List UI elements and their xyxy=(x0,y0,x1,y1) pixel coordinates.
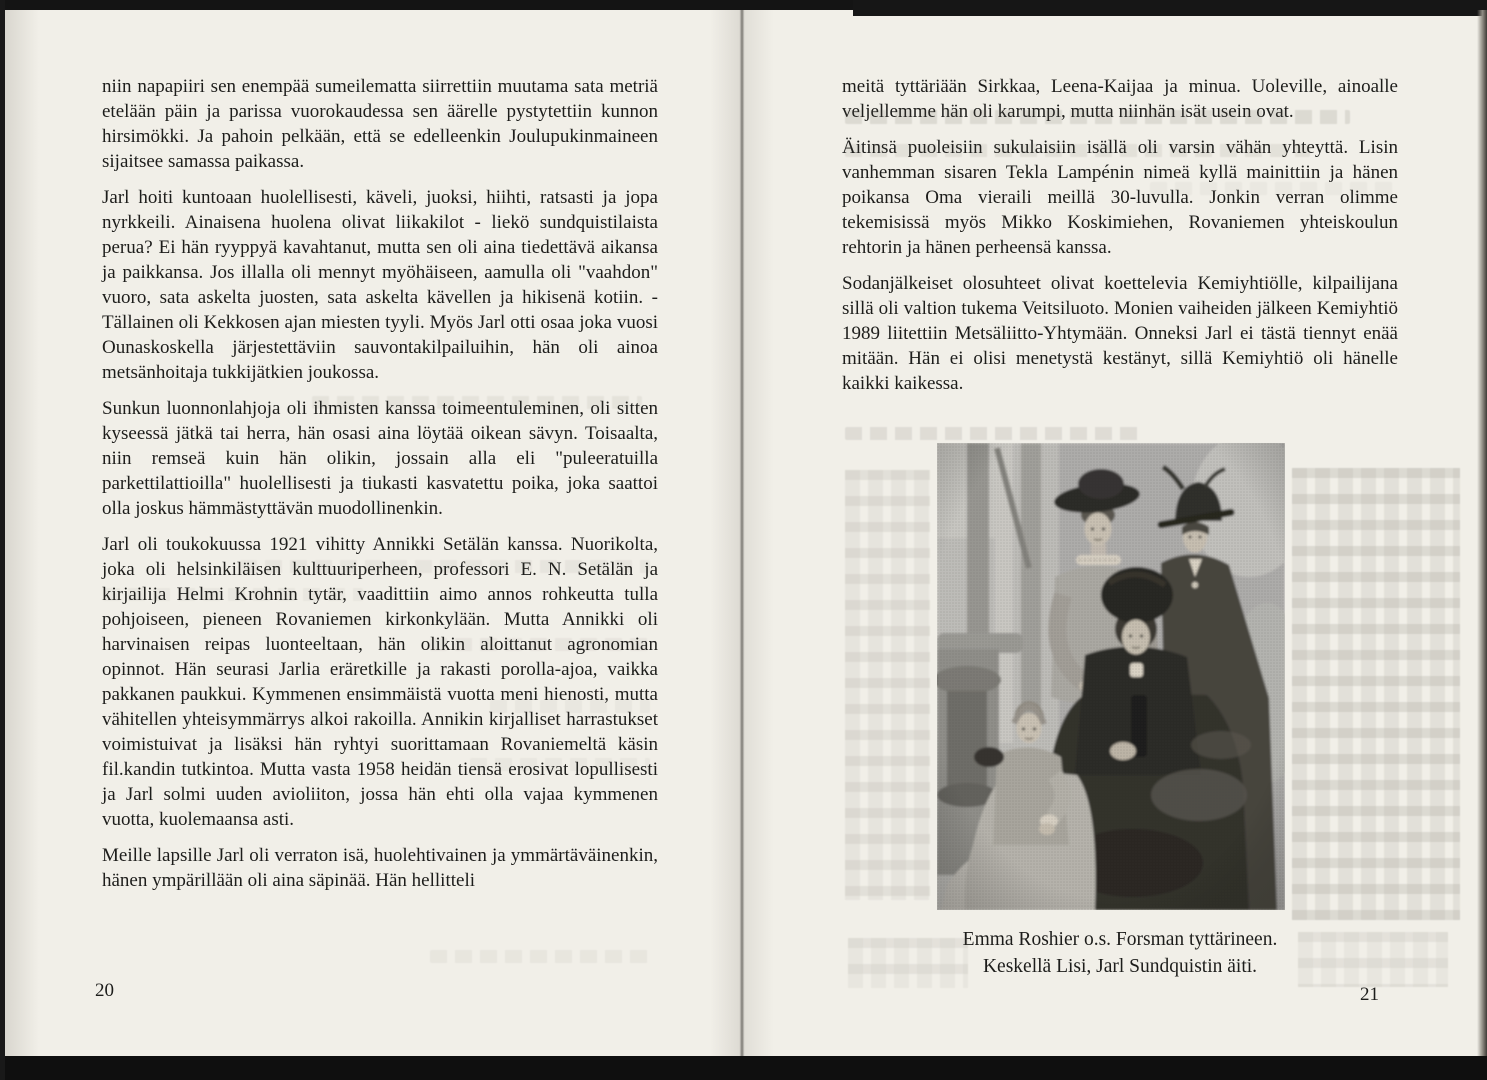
scan-border-bottom xyxy=(0,1056,1487,1080)
paragraph: Sunkun luonnonlahjoja oli ihmisten kanssa toimeentuleminen, oli sitten kyseessä jätkä tai herra, hän osasi aina löytää oikean sävyn. Toisaalta, niin remseä kuin hän olikin, jossain alla eli "puleeratuilla parkettilattioilla" huolellisesti ja tiukasti kasvatettu poika, joka saattoi olla joskus hämmästyttävän muodollinenkin. xyxy=(102,398,658,519)
paragraph: niin napapiiri sen enempää sumeilematta siirrettiin muutama sata metriä etelään päin ja parissa vuorokaudessa sen äärelle pystytettiin kunnon hirsimökki. Ja pahoin pelkään, että se edelleenkin Joulupukinmaineen sijaitsee samassa paikassa. xyxy=(102,76,658,172)
page-number-left: 20 xyxy=(95,980,114,1001)
bleedthrough-smudge xyxy=(845,144,1310,157)
photo-caption-line-2: Keskellä Lisi, Jarl Sundquistin äiti. xyxy=(982,956,1258,977)
paragraph: Jarl hoiti kuntoaan huolellisesti, käveli, juoksi, hiihti, ratsasti ja jopa nyrkkeili. Ainaisena huolena olivat liikakilot - liekö sundquistilaista perua? Ei hän ryyppyä kavahtanut, mutta sen oli aina tiedettävä aikansa ja paikkansa. Jos illalla oli mennyt myöhäiseen, aamulla oli "vaahdon" vuoro, sata askelta juosten, sata askelta kävellen ja hikisenä kotiin. - Tällainen oli Kekkosen ajan miesten tyyli. Myös Jarl otti osaa joka vuosi Ounaskoskella järjestettäviin sauvontakilpailuihin, hän oli ainoa metsänhoitaja tukkijätkien joukossa. xyxy=(102,187,658,383)
left-page-text-column xyxy=(102,74,658,904)
bleedthrough-smudge xyxy=(490,700,650,713)
bleedthrough-smudge xyxy=(845,110,1350,124)
bleedthrough-smudge xyxy=(103,588,363,601)
paragraph: Äitinsä puoleisiin sukulaisiin isällä oli varsin vähän yhteyttä. Lisin vanhemman sisaren Tekla Lampénin nimeä kyllä mainittiin ja hänen poikansa Oma vieraili meillä 30-luvulla. Jonkin verran olimme tekemisissä myös Mikko Koskimiehen, Rovaniemen yhteiskoulun rehtorin ja hänen perheensä kanssa. xyxy=(842,137,1398,258)
vignette-overlay xyxy=(937,443,1285,910)
bleedthrough-smudge xyxy=(312,396,642,409)
bleedthrough-smudge xyxy=(430,950,650,963)
bleedthrough-column xyxy=(845,470,930,900)
scan-border-left xyxy=(0,0,5,1080)
bleedthrough-smudge xyxy=(1150,182,1400,195)
bleedthrough-smudge xyxy=(470,758,650,771)
photo-caption-line-1: Emma Roshier o.s. Forsman tyttärineen. xyxy=(962,929,1278,950)
left-page-edge-shadow xyxy=(5,10,39,1056)
paragraph: Jarl oli toukokuussa 1921 vihitty Annikki Setälän kanssa. Nuorikolta, joka oli helsinkiläisen kulttuuriperheen, professori E. N. Setälän ja kirjailija Helmi Krohnin tytär, vaadittiin aimo annos rohkeutta tulla pohjoiseen, pieneen Rovaniemen kirkonkylään. Mutta Annikki oli harvinaisen reipas luonteeltaan, hän olikin aloittanut agronomian opinnot. Hän seurasi Jarlia eräretkille ja rakasti porolla-ajoa, vaikka pakkanen paukkui. Kymmenen ensimmäistä vuotta meni hienosti, mutta vähitellen yhteisymmärrys alkoi rakoilla. Annikin kirjalliset harrastukset voimistuivat ja lisäksi hän ryhtyi suorittamaan Rovaniemeltä käsin fil.kandin tutkintoa. Mutta vasta 1958 heidän tiensä erosivat lopullisesti ja Jarl solmi uuden avioliiton, jossa hän ehti olla vajaa kymmenen vuotta, kuolemaansa asti. xyxy=(102,534,658,830)
page-number-right: 21 xyxy=(1360,984,1379,1005)
family-portrait-photo xyxy=(937,443,1285,910)
paragraph: Sodanjälkeiset olosuhteet olivat koettelevia Kemiyhtiölle, kilpailijana sillä oli valtion tukema Veitsiluoto. Monien vaiheiden jälkeen Kemiyhtiö 1989 liitettiin Metsäliitto-Yhtymään. Onneksi Jarl ei tästä tiennyt enää mitään. Hän ei olisi menetystä kestänyt, sillä Kemiyhtiö oli hänelle kaikki kaikessa. xyxy=(842,273,1398,394)
family-portrait-illustration xyxy=(937,443,1285,910)
scan-border-top-right xyxy=(853,0,1487,16)
bleedthrough-smudge xyxy=(240,560,650,573)
bleedthrough-smudge xyxy=(845,427,1145,440)
page-edge-right xyxy=(1477,10,1487,1056)
bleedthrough-column xyxy=(1298,932,1448,987)
paragraph: Meille lapsille Jarl oli verraton isä, huolehtivainen ja ymmärtäväinenkin, hänen ympärillään oli aina säpinää. Hän hellitteli xyxy=(102,845,658,891)
paragraph: meitä tyttäriään Sirkkaa, Leena-Kaijaa ja minua. Uoleville, ainoalle veljellemme hän oli karumpi, mutta niinhän isät usein ovat. xyxy=(842,76,1398,122)
book-gutter xyxy=(710,10,774,1056)
bleedthrough-column xyxy=(1292,468,1460,920)
bleedthrough-column xyxy=(848,938,968,988)
bleedthrough-smudge xyxy=(430,638,650,651)
